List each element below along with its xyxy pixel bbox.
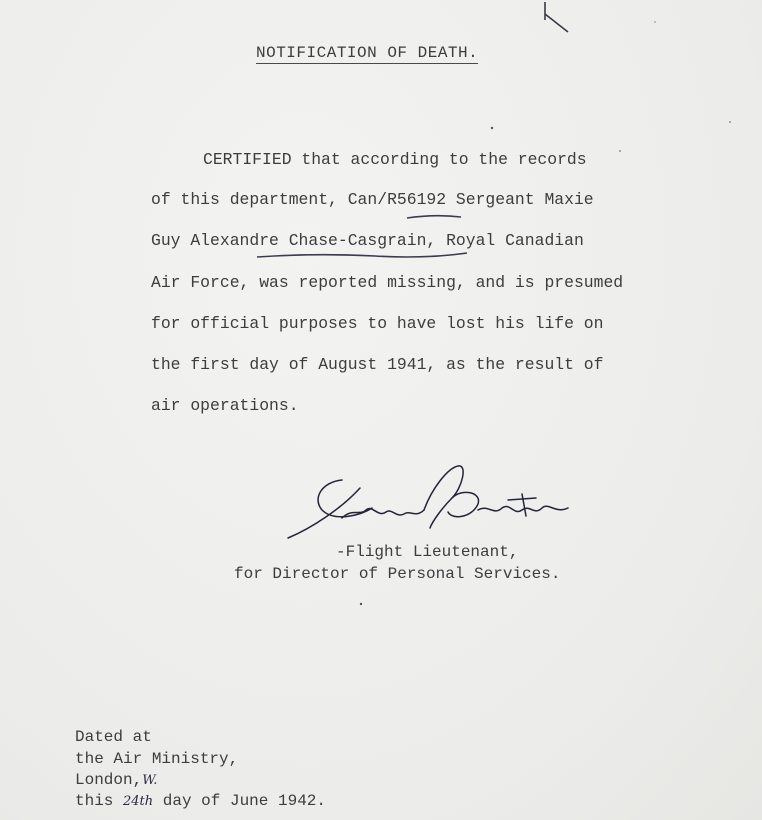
dated-line-4: this 24th day of June 1942. xyxy=(75,792,326,810)
body-line-2: of this department, Can/R56192 Sergeant Maxie xyxy=(151,190,594,209)
signatory-role: for Director of Personal Services. xyxy=(234,565,561,583)
body-line-3: Guy Alexandre Chase-Casgrain, Royal Canadian xyxy=(151,231,584,250)
signature xyxy=(282,458,582,548)
body-line-4: Air Force, was reported missing, and is presumed xyxy=(151,273,624,292)
dated-line-3: London,W. xyxy=(75,771,158,789)
body-line-1: CERTIFIED that according to the records xyxy=(203,150,587,169)
signatory-rank: -Flight Lieutenant, xyxy=(336,543,519,561)
body-line-7: air operations. xyxy=(151,396,299,415)
handwritten-day: 24th xyxy=(123,794,154,809)
pen-mark xyxy=(540,0,570,40)
underline-name xyxy=(255,251,485,265)
body-line-6: the first day of August 1941, as the result of xyxy=(151,355,604,374)
rank-dash: - xyxy=(336,543,346,561)
body-line-5: for official purposes to have lost his life on xyxy=(151,314,604,333)
underline-service-number xyxy=(405,214,485,224)
handwritten-initial: W. xyxy=(142,773,158,788)
page-title: NOTIFICATION OF DEATH. xyxy=(256,44,479,62)
dated-line-2: the Air Ministry, xyxy=(75,750,239,768)
dated-line-1: Dated at xyxy=(75,728,152,746)
